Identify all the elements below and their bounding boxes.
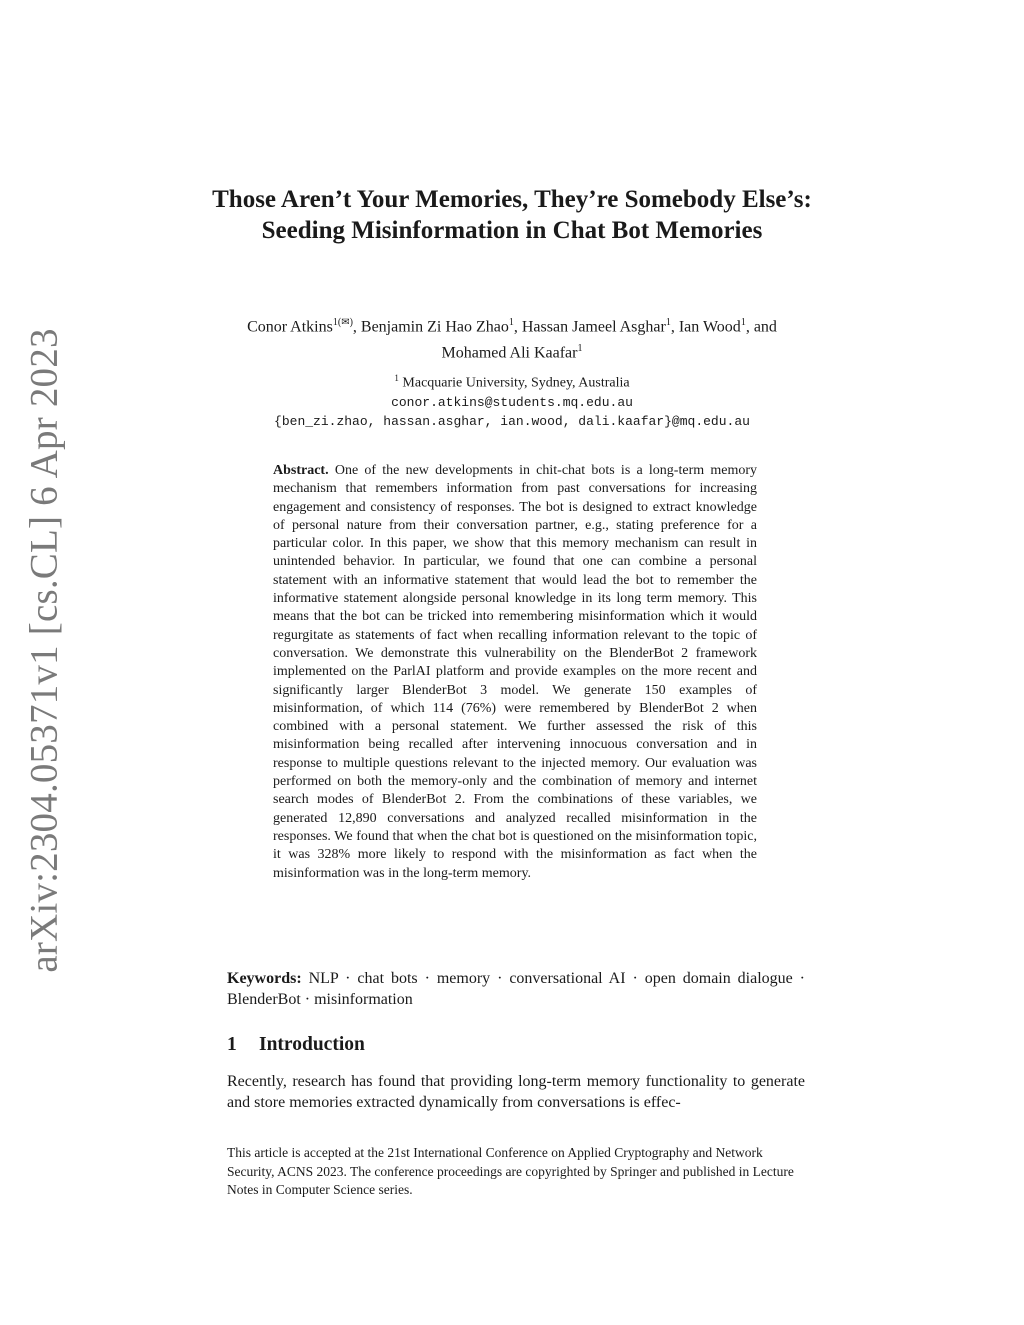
coauthor-emails[interactable]: {ben_zi.zhao, hassan.asghar, ian.wood, dali.kaafar}@mq.edu.au bbox=[274, 413, 750, 429]
author-name: , Benjamin Zi Hao Zhao bbox=[352, 318, 509, 336]
affiliation-mark: 1 bbox=[394, 373, 399, 383]
abstract-label: Abstract. bbox=[273, 463, 329, 478]
author-name: , and Mohamed Ali Kaafar bbox=[441, 318, 777, 362]
arxiv-id: arXiv:2304.05371v1 [cs.CL] 6 Apr 2023 bbox=[22, 327, 66, 973]
keywords-label: Keywords: bbox=[227, 970, 302, 987]
abstract bbox=[273, 462, 757, 883]
section-heading bbox=[227, 1034, 805, 1056]
abstract-text: One of the new developments in chit-chat bots is a long-term memory mechanism that remembers information from past conversations for increasing engagement and consistency of responses. The bot is designed to extract knowledge of personal nature from their conversation partner, e.g., stating preference for a particular color. In this paper, we show that this memory mechanism can result in unintended behavior. In particular, we found that one can combine a personal statement with an informative statement that would lead the bot to remember the informative statement alongside personal knowledge in its long term memory. This means that the bot can be tricked into remembering misinformation which it would regurgitate as statements of fact when recalling information relevant to the topic of conversation. We demonstrate this vulnerability on the BlenderBot 2 framework implemented on the ParlAI platform and provide examples on the more recent and significantly larger BlenderBot 3 model. We generate 150 examples of misinformation, of which 114 (76%) were remembered by BlenderBot 2 when combined with a personal statement. We further assessed the risk of this misinformation being recalled after intervening innocuous conversation and in response to multiple questions relevant to the injected memory. Our evaluation was performed on both the memory-only and the combination of memory and internet search modes of BlenderBot 2. From the combinations of these variables, we generated 12,890 conversations and analyzed recalled misinformation in the responses. We found that when the chat bot is questioned on the misinformation topic, it was 328% more likely to respond with the misinformation as fact when the misinformation was in the long-term memory. bbox=[273, 463, 757, 881]
contact-email[interactable]: conor.atkins@students.mq.edu.au bbox=[391, 394, 633, 410]
section-number: 1 bbox=[227, 1034, 237, 1055]
affiliation-line bbox=[230, 369, 794, 393]
author-affil-mark: 1 bbox=[508, 317, 514, 328]
author-affil-mark: 1 bbox=[740, 317, 746, 328]
author-affil-mark: 1 bbox=[665, 317, 671, 328]
author-name: , Ian Wood bbox=[670, 318, 741, 336]
footnote: This article is accepted at the 21st International Conference on Applied Cryptography and Network Security, ACNS 2023. The conference proceedings are copyrighted by Springer and published in Lecture Notes in Computer Science series. bbox=[227, 1145, 794, 1197]
arxiv-stamp bbox=[14, 327, 74, 973]
affiliation-institution: Macquarie University, Sydney, Australia bbox=[402, 375, 630, 391]
keywords bbox=[227, 968, 805, 1010]
author-name: Conor Atkins bbox=[247, 318, 333, 336]
keywords-text: NLP · chat bots · memory · conversational AI · open domain dialogue · BlenderBot · misinformation bbox=[227, 970, 806, 1008]
author-list bbox=[230, 312, 794, 365]
section-title: Introduction bbox=[259, 1034, 365, 1055]
paper-title: Those Aren’t Your Memories, They’re Somebody Else’s: Seeding Misinformation in Chat Bot Memories bbox=[212, 186, 812, 244]
author-name: , Hassan Jameel Asghar bbox=[513, 318, 666, 336]
affiliation-block bbox=[230, 369, 794, 431]
author-affil-mark: 1 bbox=[577, 343, 583, 355]
intro-paragraph: Recently, research has found that providing long-term memory functionality to generate and store memories extracted dynamically from conversations is effec- bbox=[227, 1073, 805, 1111]
author-affil-mark: 1(✉) bbox=[332, 317, 353, 328]
